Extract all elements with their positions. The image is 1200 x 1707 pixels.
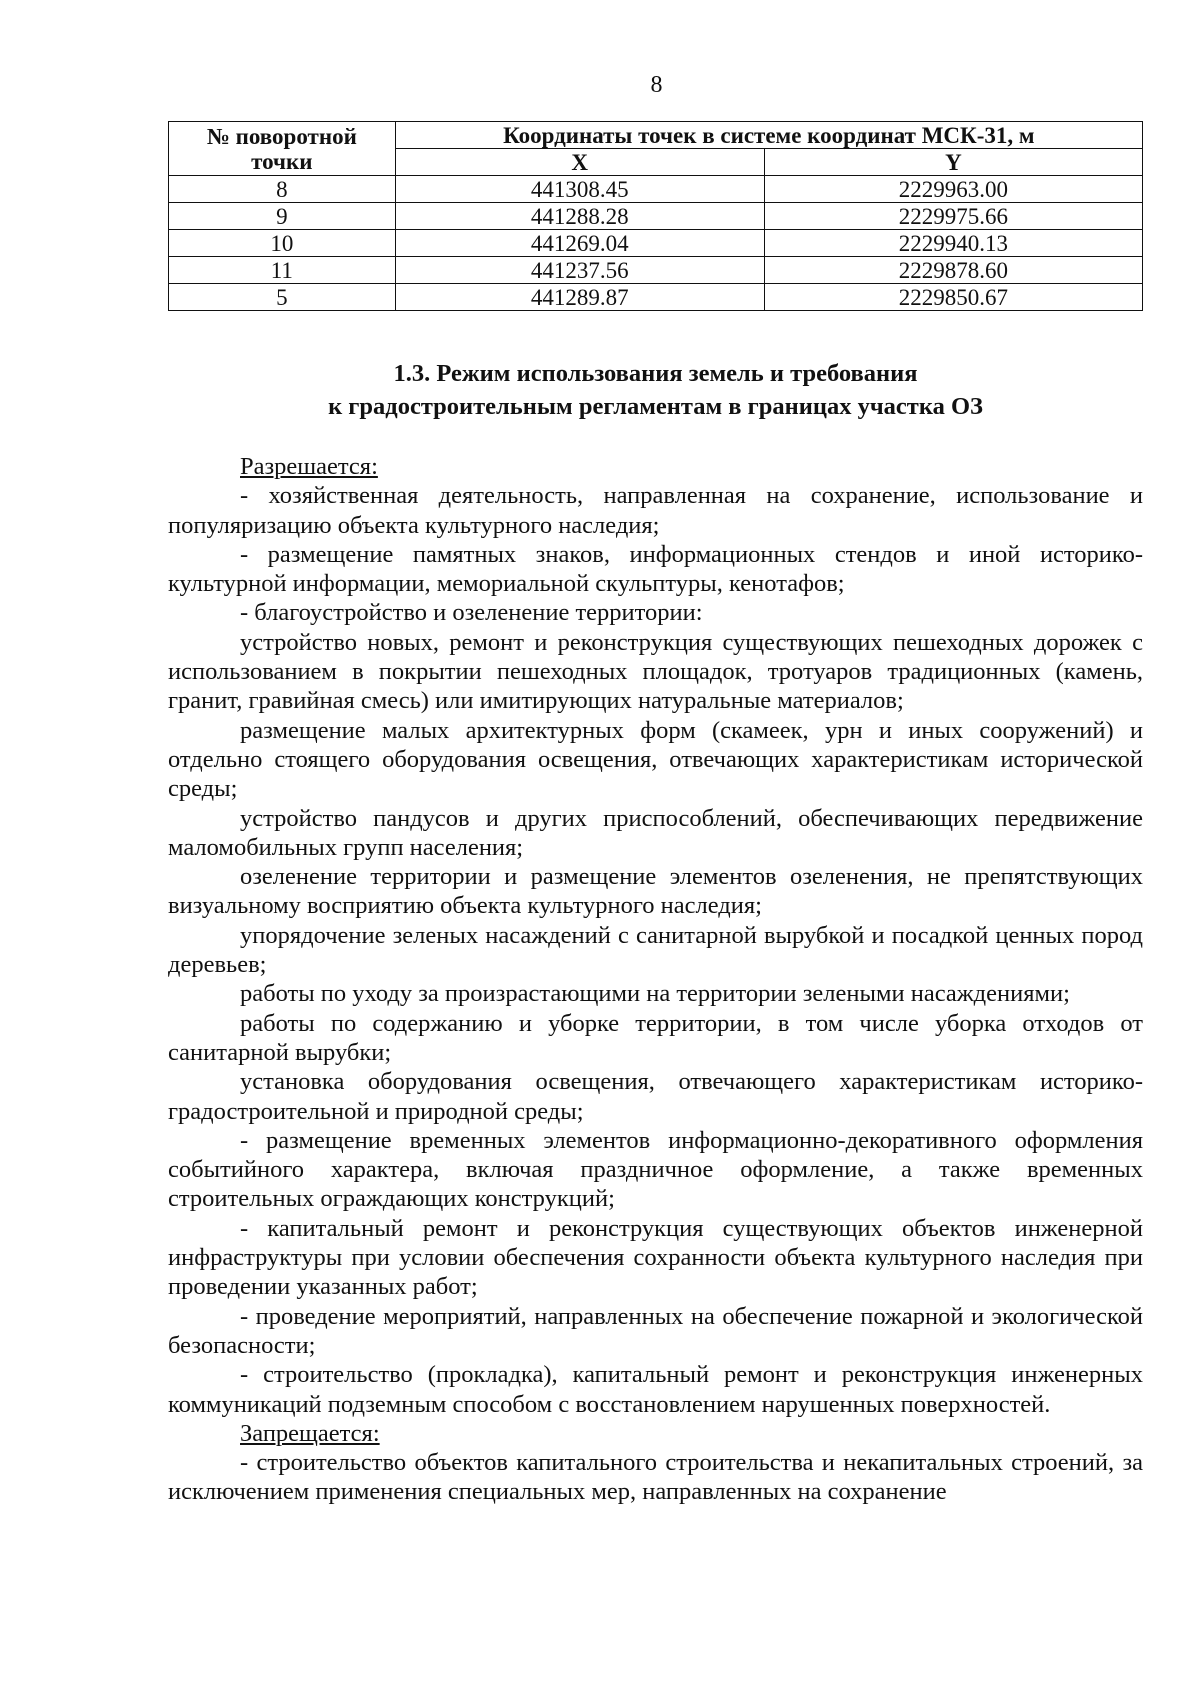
- point-number-cell: 8: [169, 176, 396, 203]
- point-number-cell: 11: [169, 257, 396, 284]
- x-cell: 441269.04: [395, 230, 764, 257]
- paragraph: - хозяйственная деятельность, направленная на сохранение, использование и популяризацию объекта культурного наследия;: [168, 482, 1143, 539]
- table-row: [169, 176, 1143, 203]
- table-row: [169, 230, 1143, 257]
- header-coordinates: Координаты точек в системе координат МСК-31, м: [395, 122, 1142, 149]
- paragraph: озеленение территории и размещение элементов озеленения, не препятствующих визуальному восприятию объекта культурного наследия;: [168, 863, 1143, 920]
- coordinates-table: [168, 121, 1143, 311]
- paragraph: - размещение памятных знаков, информационных стендов и иной историко-культурной информации, мемориальной скульптуры, кенотафов;: [168, 540, 1143, 598]
- section-subheading: Разрешается:: [240, 453, 378, 480]
- point-number-cell: 9: [169, 203, 396, 230]
- y-cell: 2229963.00: [764, 176, 1142, 203]
- header-x: X: [395, 149, 764, 176]
- paragraph: упорядочение зеленых насаждений с санитарной вырубкой и посадкой ценных пород деревьев;: [168, 921, 1143, 979]
- paragraph: - капитальный ремонт и реконструкция существующих объектов инженерной инфраструктуры при условии обеспечения сохранности объекта культурного наследия при проведении указанных работ;: [168, 1214, 1143, 1301]
- table-row: [169, 257, 1143, 284]
- table-header-row: [169, 122, 1143, 149]
- paragraph: - строительство (прокладка), капитальный ремонт и реконструкция инженерных коммуникаций подземным способом с восстановлением нарушенных поверхностей.: [168, 1361, 1143, 1418]
- paragraph: - проведение мероприятий, направленных на обеспечение пожарной и экологической безопасности;: [168, 1302, 1143, 1359]
- paragraph: размещение малых архитектурных форм (скамеек, урн и иных сооружений) и отдельно стоящего оборудования освещения, отвечающих характеристикам исторической среды;: [168, 716, 1143, 803]
- y-cell: 2229850.67: [764, 284, 1142, 311]
- header-y: Y: [764, 149, 1142, 176]
- header-point-number-line1: № поворотной: [206, 124, 357, 149]
- paragraph: установка оборудования освещения, отвечающего характеристикам историко-градостроительной и природной среды;: [168, 1068, 1143, 1125]
- paragraph: устройство пандусов и других приспособлений, обеспечивающих передвижение маломобильных групп населения;: [168, 804, 1143, 861]
- y-cell: 2229940.13: [764, 230, 1142, 257]
- section-title-line2: к градостроительным регламентам в границах участка ОЗ: [328, 393, 983, 420]
- paragraph: - строительство объектов капитального строительства и некапитальных строений, за исключением применения специальных мер, направленных на сохранение: [168, 1449, 1143, 1506]
- header-point-number-line2: точки: [251, 149, 313, 174]
- table-row: [169, 203, 1143, 230]
- section-subheading: Запрещается:: [240, 1419, 380, 1447]
- body-text: [168, 452, 1143, 1507]
- section-title: [168, 357, 1143, 423]
- table-row: [169, 284, 1143, 311]
- header-point-number: [169, 122, 396, 176]
- x-cell: 441308.45: [395, 176, 764, 203]
- paragraph: - благоустройство и озеленение территории:: [240, 599, 703, 627]
- paragraph: устройство новых, ремонт и реконструкция существующих пешеходных дорожек с использованием в покрытии пешеходных площадок, тротуаров традиционных (камень, гранит, гравийная смесь) или имитирующих натуральные материалов;: [168, 628, 1143, 715]
- point-number-cell: 10: [169, 230, 396, 257]
- x-cell: 441237.56: [395, 257, 764, 284]
- paragraph: работы по уходу за произрастающими на территории зелеными насаждениями;: [240, 980, 1070, 1008]
- paragraph: работы по содержанию и уборке территории, в том числе уборка отходов от санитарной вырубки;: [168, 1009, 1143, 1066]
- x-cell: 441289.87: [395, 284, 764, 311]
- section-title-line1: 1.3. Режим использования земель и требования: [393, 360, 918, 387]
- paragraph: - размещение временных элементов информационно-декоративного оформления событийного характера, включая праздничное оформление, а также временных строительных ограждающих конструкций;: [168, 1126, 1143, 1213]
- y-cell: 2229975.66: [764, 203, 1142, 230]
- x-cell: 441288.28: [395, 203, 764, 230]
- point-number-cell: 5: [169, 284, 396, 311]
- y-cell: 2229878.60: [764, 257, 1142, 284]
- page-number: 8: [650, 72, 663, 98]
